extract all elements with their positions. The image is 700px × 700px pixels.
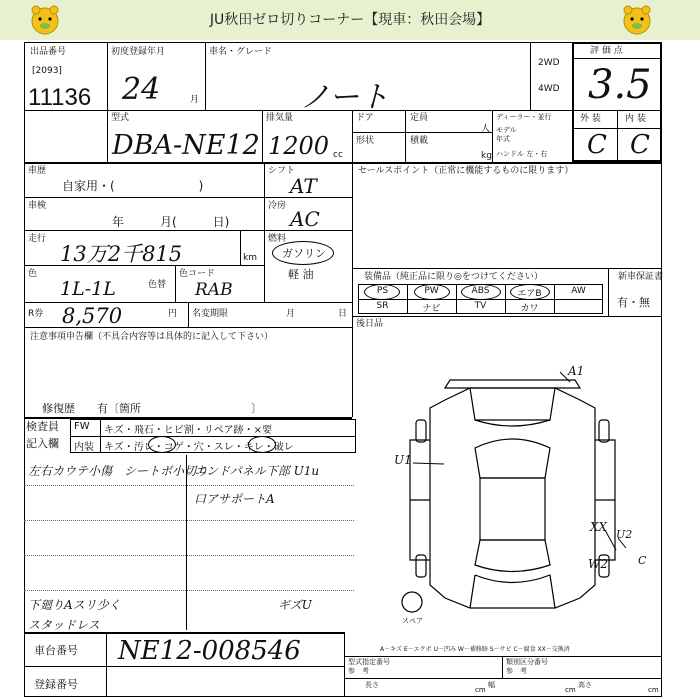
scuff-circle	[248, 436, 276, 453]
divider	[188, 302, 189, 327]
divider	[24, 666, 344, 667]
drive-4wd: 4WD	[538, 84, 560, 94]
diagram-mark-xx: XX	[590, 520, 608, 534]
dotted-line	[24, 555, 354, 556]
divider	[530, 42, 531, 110]
divider	[24, 162, 662, 164]
grade-label: 評 価 点	[590, 46, 623, 56]
lot-code: [2093]	[32, 66, 62, 76]
exterior-label: 外 装	[580, 114, 601, 124]
divider	[405, 110, 406, 162]
dotted-line	[24, 485, 354, 486]
divider	[352, 316, 662, 317]
cc-unit: cc	[333, 150, 343, 160]
repair-history: 修復歴 有〔箇所 〕	[42, 402, 262, 415]
handle-label: ハンドル 左・右	[496, 150, 548, 158]
fw-label: FW	[74, 421, 90, 432]
divider	[175, 265, 176, 302]
name-change-label: 名変期限	[192, 309, 229, 319]
note-left-2: 下廻りAスリ少く	[28, 598, 121, 612]
history-value: 自家用・( )	[62, 179, 204, 193]
note-right-1: エンドパネル下部 U1u	[194, 464, 320, 478]
color-code-value: RAB	[195, 280, 233, 300]
width-label: 幅	[488, 681, 495, 689]
model-value: DBA-NE12	[112, 130, 260, 161]
bear-logo-icon	[620, 3, 654, 37]
checker-title-2: 記入欄	[26, 437, 59, 450]
paint-change-label: 色替	[148, 280, 167, 290]
diagram-mark-c: C	[638, 554, 647, 567]
grade-value: 3.5	[588, 62, 652, 108]
km-unit: km	[243, 253, 257, 263]
equip-leather: カワ	[520, 304, 539, 314]
diagram-mark-a1: A1	[568, 364, 585, 378]
checker-title-1: 検査員	[26, 420, 59, 433]
lot-number: 11136	[28, 84, 92, 111]
name-change-month: 月	[286, 309, 296, 319]
fuel-label: 燃料	[268, 234, 287, 244]
divider	[344, 678, 662, 679]
airbag-circle	[510, 284, 550, 300]
certificate-grid	[344, 656, 662, 697]
sales-point-label: セールスポイント（正常に機能するものに限ります）	[358, 166, 574, 176]
divider	[240, 230, 241, 265]
registration-label: 初度登録年月	[111, 47, 166, 57]
dotted-line	[24, 520, 354, 521]
divider	[24, 632, 344, 634]
equip-ps: PS	[376, 286, 389, 296]
reg-no-label: 登録番号	[34, 678, 78, 691]
car-damage-diagram	[380, 360, 660, 630]
chassis-value: NE12-008546	[118, 636, 301, 666]
lot-label: 出品番号	[30, 47, 67, 57]
note-left-1: 左右カウテ小傷 シートボ小切り	[28, 464, 209, 478]
spare-label: スペア	[402, 617, 423, 625]
recycle-value: 8,570	[62, 304, 123, 328]
equip-pw: PW	[424, 286, 439, 296]
warranty-value: 有・無	[617, 296, 650, 309]
height-label: 高さ	[578, 681, 592, 689]
recycle-label: R券	[28, 309, 44, 319]
divider	[352, 132, 492, 133]
displacement-label: 排気量	[266, 113, 294, 123]
divider	[352, 110, 353, 162]
notes-label: 注意事項申告欄（不具合内容等は具体的に記入して下さい）	[30, 332, 274, 342]
diagram-mark-w2: W2	[588, 557, 608, 571]
class-number-label: 類別区分番号 参 考	[506, 658, 548, 675]
fuel-gasoline: ガソリン	[282, 247, 326, 260]
divider	[572, 58, 662, 59]
ps-circle	[364, 284, 400, 300]
length-label: 長さ	[365, 681, 379, 689]
after-fit-label: 後日品	[356, 319, 384, 329]
model-designation-label: 型式指定番号 参 考	[348, 658, 390, 675]
interior-check-label: 内装	[74, 442, 94, 453]
equip-abs: ABS	[471, 286, 490, 296]
dotted-line	[24, 590, 354, 591]
divider	[186, 455, 187, 630]
door-label: ドア	[356, 113, 374, 123]
color-value: 1L-1L	[60, 278, 116, 300]
car-name-label: 車名・グレード	[209, 47, 273, 57]
dealer-label: ディーラー・並行	[496, 113, 552, 121]
warranty-label: 新車保証書	[618, 272, 664, 282]
chassis-label: 車台番号	[34, 644, 78, 657]
divider	[352, 327, 353, 417]
divider	[492, 110, 493, 162]
divider	[352, 268, 662, 269]
color-code-label: 色コード	[179, 269, 216, 279]
bear-logo-icon	[28, 3, 62, 37]
equip-sr: SR	[376, 301, 389, 311]
mileage-label: 走行	[28, 234, 47, 244]
fw-items: キズ・飛石・ヒビ割・リペア跡・×要	[104, 425, 272, 436]
note-left-3: スタッドレス	[28, 618, 100, 632]
inspection-value: 年 月( 日)	[112, 215, 230, 229]
aircon-value: AC	[290, 207, 320, 231]
model-year-label: モデル 年式	[496, 126, 517, 143]
name-change-day: 日	[338, 309, 348, 319]
exterior-grade: C	[587, 130, 607, 160]
height-unit: cm	[648, 686, 659, 694]
note-right-2: 口アサポートA	[194, 492, 275, 506]
drive-2wd: 2WD	[538, 58, 560, 68]
divider	[264, 162, 265, 302]
registration-year: 24	[122, 72, 161, 107]
kg-label: kg	[481, 151, 492, 161]
divider	[608, 268, 609, 316]
car-name-value: ノート	[300, 80, 390, 115]
note-right-3: ギズU	[278, 598, 312, 612]
diagram-mark-u1: U1	[394, 453, 412, 467]
interior-label: 内 装	[625, 114, 646, 124]
fuel-diesel: 軽 油	[288, 268, 314, 281]
divider	[107, 42, 108, 162]
abs-circle	[461, 284, 501, 300]
aircon-label: 冷房	[268, 201, 287, 211]
mileage-value: 13万2千815	[60, 242, 183, 266]
displacement-value: 1200	[268, 132, 330, 160]
month-label: 月	[190, 95, 200, 105]
person-label: 人	[481, 124, 491, 134]
equip-airbag: エアB	[517, 289, 542, 299]
shift-value: AT	[290, 174, 317, 198]
length-unit: cm	[475, 686, 486, 694]
divider	[205, 42, 206, 110]
history-label: 車歴	[28, 166, 47, 176]
interior-check-items: キズ・汚レ・コゲ・穴・スレ・キレ・破レ	[104, 442, 294, 453]
equip-aw: AW	[571, 286, 586, 296]
divider	[617, 110, 618, 162]
stain-circle	[148, 436, 176, 453]
load-label: 積載	[410, 136, 429, 146]
interior-grade: C	[630, 130, 650, 160]
diagram-mark-u2: U2	[616, 528, 633, 541]
equipment-label: 装備品（純正品に限り◎をつけてください）	[364, 272, 543, 282]
divider	[100, 419, 101, 453]
divider	[352, 162, 353, 327]
model-label: 型式	[111, 113, 130, 123]
legend: A－キズ E－エクボ U－凹み W－補修跡 S－サビ C－腐食 XX－交換済	[380, 646, 570, 653]
width-unit: cm	[565, 686, 576, 694]
yen-unit: 円	[168, 309, 178, 319]
divider	[502, 656, 503, 678]
divider	[70, 436, 356, 437]
inspection-label: 車検	[28, 201, 47, 211]
pw-circle	[414, 284, 450, 300]
equip-navi: ナビ	[422, 304, 441, 314]
header-title: JU秋田ゼロ切りコーナー【現車：秋田会場】	[209, 12, 491, 28]
divider	[106, 632, 107, 697]
shape-label: 形状	[356, 136, 375, 146]
capacity-label: 定員	[410, 113, 429, 123]
divider	[262, 110, 263, 162]
shift-label: シフト	[268, 166, 296, 176]
equip-tv: TV	[474, 301, 487, 311]
color-label: 色	[28, 269, 38, 279]
